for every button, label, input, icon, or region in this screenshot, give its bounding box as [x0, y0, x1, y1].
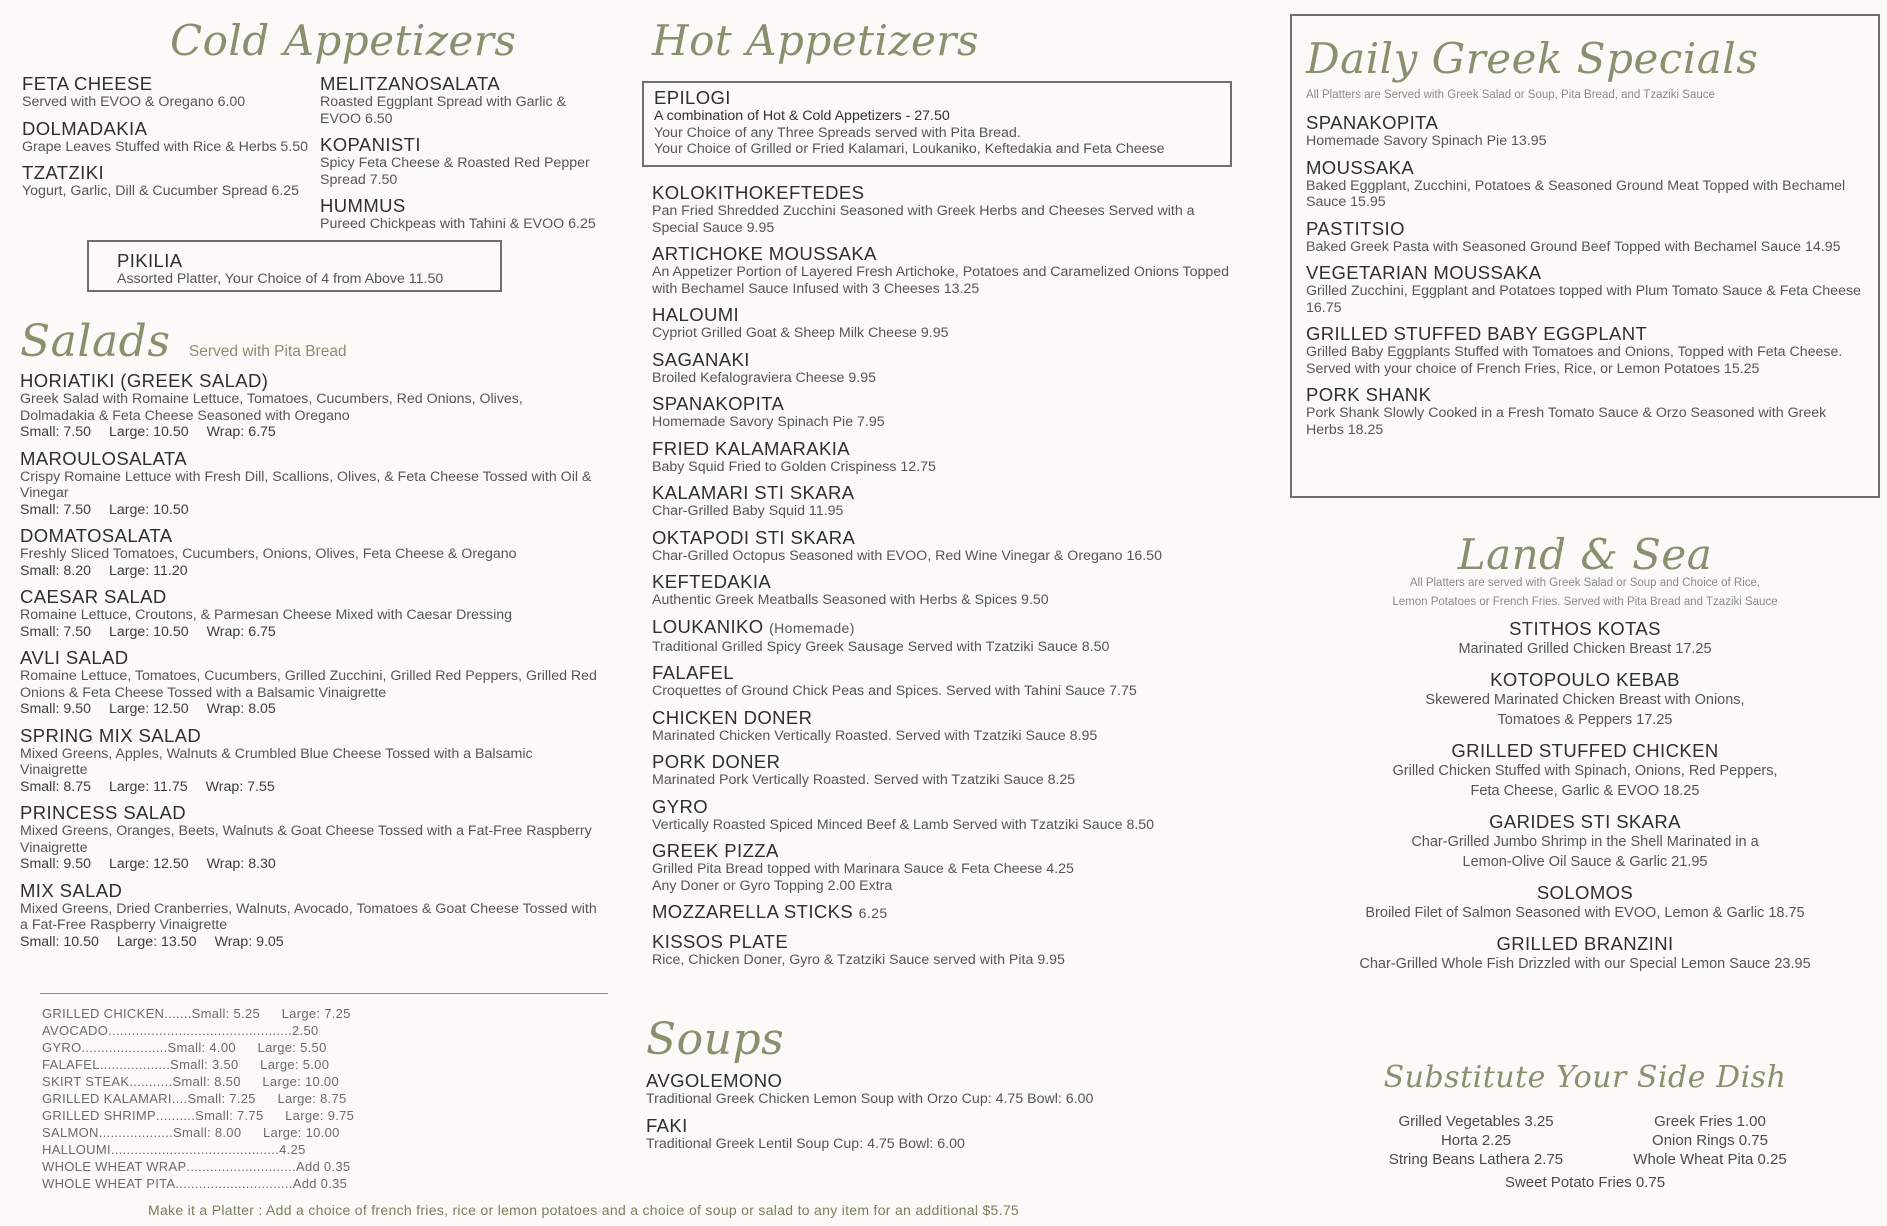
item-name: PORK DONER — [652, 751, 781, 772]
soups-title: Soups — [646, 1014, 785, 1065]
item-name: TZATZIKI — [22, 162, 104, 183]
extra-dots: ........... — [129, 1074, 173, 1089]
item-sizes: Small: 9.50 Large: 12.50 Wrap: 8.05 — [20, 701, 276, 717]
menu-item — [646, 1115, 1236, 1153]
item-desc: Traditional Grilled Spicy Greek Sausage Served with Tzatziki Sauce 8.50 — [652, 638, 1110, 655]
land-sea-note-1: All Platters are served with Greek Salad or Soup and Choice of Rice, — [1409, 577, 1761, 589]
item-desc: Broiled Filet of Salmon Seasoned with EVOO, Lemon & Garlic 18.75 — [1365, 905, 1805, 921]
item-name: MOUSSAKA — [1306, 156, 1415, 178]
pikilia-desc: Assorted Platter, Your Choice of 4 from Above 11.50 — [117, 271, 444, 287]
menu-item — [652, 438, 1242, 476]
item-desc: Traditional Greek Chicken Lemon Soup with Orzo Cup: 4.75 Bowl: 6.00 — [646, 1091, 1094, 1107]
extra-small: Small: 8.00 — [173, 1125, 242, 1140]
item-name: SAGANAKI — [652, 348, 750, 370]
item-desc: Grilled Baby Eggplants Stuffed with Tomatoes and Onions, Topped with Feta Cheese. Served with your choice of French Fries, Rice, or Lemon Potatoes 15.25 — [1306, 344, 1843, 377]
item-desc: Greek Salad with Romaine Lettuce, Tomatoes, Cucumbers, Red Onions, Olives, Dolmadakia & Feta Cheese Seasoned with Oregano — [20, 391, 523, 424]
sides-left — [1376, 1112, 1576, 1169]
item-desc: Romaine Lettuce, Croutons, & Parmesan Cheese Mixed with Caesar Dressing — [20, 607, 513, 623]
extra-dots: ............................................... — [108, 1023, 293, 1038]
item-name: HALOUMI — [652, 304, 740, 325]
item-desc: Yogurt, Garlic, Dill & Cucumber Spread 6.25 — [22, 183, 300, 199]
item-name: MAROULOSALATA — [20, 447, 187, 469]
menu-item — [20, 880, 600, 951]
item-name: KALAMARI STI SKARA — [652, 482, 855, 503]
item-desc: Traditional Greek Lentil Soup Cup: 4.75 Bowl: 6.00 — [646, 1135, 965, 1152]
extra-dots: .......... — [156, 1108, 196, 1123]
menu-item — [22, 73, 312, 111]
item-desc: Baby Squid Fried to Golden Crispiness 12.75 — [652, 458, 936, 475]
epilogi-name: EPILOGI — [654, 87, 731, 108]
extra-row — [42, 1022, 362, 1039]
menu-item — [652, 931, 1242, 969]
item-sizes: Small: 7.50 Large: 10.50 Wrap: 6.75 — [20, 424, 276, 440]
extra-label: GYRO — [42, 1040, 82, 1055]
specials-title: Daily Greek Specials — [1306, 34, 1759, 83]
menu-item — [20, 525, 600, 579]
item-sizes: Small: 7.50 Large: 10.50 Wrap: 6.75 — [20, 623, 276, 640]
menu-item — [20, 647, 600, 718]
menu-item — [1306, 323, 1866, 377]
pikilia-name: PIKILIA — [117, 250, 183, 271]
item-desc: Char-Grilled Whole Fish Drizzled with our Special Lemon Sauce 23.95 — [1359, 956, 1811, 972]
item-desc: Pan Fried Shredded Zucchini Seasoned with Greek Herbs and Cheeses Served with a Special Sauce 9.95 — [652, 203, 1195, 236]
menu-item — [1306, 262, 1866, 316]
extra-label: SKIRT STEAK — [42, 1074, 130, 1089]
item-name: DOMATOSALATA — [20, 525, 173, 546]
item-name: PRINCESS SALAD — [20, 802, 186, 823]
item-name: GRILLED STUFFED CHICKEN — [1451, 740, 1719, 761]
item-desc: Pork Shank Slowly Cooked in a Fresh Tomato Sauce & Orzo Seasoned with Greek Herbs 18.25 — [1306, 405, 1827, 438]
item-extra: (Homemade) — [769, 619, 855, 636]
extra-label: GRILLED SHRIMP — [42, 1108, 157, 1123]
item-desc: Char-Grilled Baby Squid 11.95 — [652, 503, 844, 519]
item-desc: Marinated Grilled Chicken Breast 17.25 — [1458, 641, 1712, 657]
cold-appetizers-right — [320, 73, 610, 240]
menu-item — [652, 243, 1242, 297]
item-name: GRILLED STUFFED BABY EGGPLANT — [1306, 323, 1648, 344]
item-desc: Mixed Greens, Oranges, Beets, Walnuts & Goat Cheese Tossed with a Fat-Free Raspberry Vinaigrette — [20, 823, 592, 856]
extra-large: Large: 7.25 — [281, 1006, 351, 1021]
item-desc: Rice, Chicken Doner, Gyro & Tzatziki Sauce served with Pita 9.95 — [652, 952, 1065, 968]
menu-item — [20, 370, 600, 441]
extra-small: Small: 3.50 — [170, 1057, 239, 1072]
item-desc: Mixed Greens, Dried Cranberries, Walnuts, Avocado, Tomatoes & Goat Cheese Tossed with a Fat-Free Raspberry Vinaigrette — [20, 900, 597, 933]
menu-item — [652, 840, 1242, 894]
menu-item — [20, 802, 600, 873]
item-name: HUMMUS — [320, 195, 406, 216]
extra-dots: .............................. — [175, 1176, 293, 1191]
item-name: KOLOKITHOKEFTEDES — [652, 182, 865, 203]
menu-item — [20, 586, 600, 640]
item-name: GRILLED BRANZINI — [1496, 933, 1674, 954]
item-sizes: Small: 8.20 Large: 11.20 — [20, 562, 188, 579]
menu-item — [652, 616, 1242, 656]
hot-appetizer-list — [652, 182, 1242, 976]
cold-appetizers-left — [22, 73, 312, 207]
item-name: CAESAR SALAD — [20, 586, 167, 607]
item-name: KISSOS PLATE — [652, 931, 789, 952]
extra-large: Large: 10.00 — [262, 1074, 339, 1089]
extra-large: Large: 5.00 — [260, 1057, 330, 1072]
menu-item — [1306, 112, 1866, 150]
item-desc: Romaine Lettuce, Tomatoes, Cucumbers, Grilled Zucchini, Grilled Red Peppers, Grilled Red Onions & Feta Cheese Tossed with a Balsamic Vinaigrette — [20, 668, 597, 701]
item-desc: Served with EVOO & Oregano 6.00 — [22, 94, 246, 110]
extra-row — [42, 1090, 362, 1107]
item-name: SPANAKOPITA — [1306, 112, 1439, 133]
extra-dots: ............................ — [186, 1159, 296, 1174]
item-desc: Crispy Romaine Lettuce with Fresh Dill, Scallions, Olives, & Feta Cheese Tossed with Oil & Vinegar — [20, 468, 592, 501]
item-name: LOUKANIKO (Homemade) — [652, 615, 855, 637]
menu-item — [646, 1070, 1236, 1108]
extra-large: Large: 5.50 — [257, 1040, 327, 1055]
item-desc: Marinated Chicken Vertically Roasted. Served with Tzatziki Sauce 8.95 — [652, 727, 1098, 744]
specials-note: All Platters are Served with Greek Salad or Soup, Pita Bread, and Tzaziki Sauce — [1306, 89, 1715, 101]
item-name: FETA CHEESE — [22, 73, 153, 94]
extra-dots: .... — [171, 1091, 188, 1106]
menu-item — [652, 482, 1242, 520]
menu-item — [320, 195, 610, 233]
specials-list — [1306, 112, 1866, 445]
extra-small: Small: 5.25 — [191, 1006, 260, 1021]
extra-label: HALLOUMI — [42, 1142, 111, 1157]
item-name: FALAFEL — [652, 662, 734, 683]
item-name: SPRING MIX SALAD — [20, 724, 202, 746]
item-desc: Homemade Savory Spinach Pie 13.95 — [1306, 133, 1547, 149]
side-dish: Onion Rings 0.75 — [1652, 1132, 1768, 1149]
extra-row — [42, 1039, 362, 1056]
item-name: HORIATIKI (GREEK SALAD) — [20, 370, 269, 391]
epilogi-box — [642, 81, 1232, 167]
extra-label: SALMON — [42, 1125, 99, 1140]
item-desc: Marinated Pork Vertically Roasted. Served with Tzatziki Sauce 8.25 — [652, 772, 1076, 788]
land-sea-item — [1290, 740, 1880, 801]
item-extra: 6.25 — [858, 905, 888, 921]
item-sizes: Small: 7.50 Large: 10.50 — [20, 501, 189, 518]
item-desc: An Appetizer Portion of Layered Fresh Artichoke, Potatoes and Caramelized Onions Topped with Bechamel Sauce Infused with 3 Cheeses 13.25 — [652, 264, 1230, 297]
extra-large: Large: 8.75 — [277, 1091, 347, 1106]
salads-subtitle: Served with Pita Bread — [188, 343, 347, 360]
menu-item — [20, 725, 600, 796]
menu-item — [652, 393, 1242, 431]
item-name: ARTICHOKE MOUSSAKA — [652, 243, 877, 264]
menu-item — [652, 349, 1242, 387]
item-name: GYRO — [652, 795, 709, 817]
extra-large: Add 0.35 — [295, 1159, 351, 1174]
item-sizes: Small: 10.50 Large: 13.50 Wrap: 9.05 — [20, 933, 284, 950]
item-desc: Roasted Eggplant Spread with Garlic & EVOO 6.50 — [320, 94, 567, 127]
side-dish: String Beans Lathera 2.75 — [1388, 1151, 1564, 1168]
extra-row — [42, 1073, 362, 1090]
item-name: SOLOMOS — [1536, 882, 1634, 903]
menu-item — [652, 751, 1242, 789]
menu-item — [320, 134, 610, 188]
land-sea-item — [1290, 618, 1880, 659]
extra-large: Large: 9.75 — [285, 1108, 355, 1123]
side-dish: Grilled Vegetables 3.25 — [1398, 1113, 1554, 1130]
epilogi-line3: Your Choice of Grilled or Fried Kalamari, Loukaniko, Keftedakia and Feta Cheese — [654, 141, 1165, 157]
side-dish: Greek Fries 1.00 — [1654, 1113, 1766, 1130]
menu-item — [652, 182, 1242, 236]
item-name: CHICKEN DONER — [652, 706, 813, 728]
item-name: SPANAKOPITA — [652, 393, 785, 414]
sides-bottom: Sweet Potato Fries 0.75 — [1504, 1174, 1666, 1191]
extra-row — [42, 1175, 362, 1192]
menu-item — [652, 527, 1242, 565]
salads-title: Salads — [20, 316, 171, 367]
menu-item — [20, 448, 600, 519]
land-sea-note-2: Lemon Potatoes or French Fries. Served with Pita Bread and Tzaziki Sauce — [1392, 596, 1778, 608]
item-desc: Baked Greek Pasta with Seasoned Ground Beef Topped with Bechamel Sauce 14.95 — [1306, 238, 1841, 255]
menu-item — [652, 901, 1242, 924]
side-dish: Whole Wheat Pita 0.25 — [1633, 1151, 1787, 1168]
land-sea-list — [1290, 618, 1880, 984]
item-desc: Homemade Savory Spinach Pie 7.95 — [652, 414, 885, 430]
item-desc: Grilled Pita Bread topped with Marinara Sauce & Feta Cheese 4.25 Any Doner or Gyro Topping 2.00 Extra — [652, 861, 1074, 894]
epilogi-line2: Your Choice of any Three Spreads served with Pita Bread. — [654, 124, 1021, 141]
menu-item — [22, 162, 312, 200]
cold-appetizers-title: Cold Appetizers — [170, 16, 517, 65]
extra-large: Large: 10.00 — [263, 1125, 340, 1140]
menu-item — [652, 796, 1242, 834]
extra-row — [42, 1056, 362, 1073]
menu-item — [320, 73, 610, 127]
sides-right — [1600, 1112, 1820, 1169]
menu-item — [1306, 157, 1866, 211]
item-name: FAKI — [646, 1114, 688, 1136]
item-name: MELITZANOSALATA — [320, 73, 501, 94]
item-desc: Char-Grilled Octopus Seasoned with EVOO, Red Wine Vinegar & Oregano 16.50 — [652, 547, 1162, 564]
soup-list — [646, 1070, 1236, 1159]
extra-dots: ................... — [98, 1125, 174, 1140]
extras-list — [42, 1005, 362, 1192]
extra-dots: ....... — [164, 1006, 192, 1021]
extra-dots: ...................... — [81, 1040, 168, 1055]
extra-small: Small: 7.75 — [195, 1108, 264, 1123]
item-name: FRIED KALAMARAKIA — [652, 437, 851, 459]
item-desc: Croquettes of Ground Chick Peas and Spices. Served with Tahini Sauce 7.75 — [652, 683, 1137, 699]
land-sea-title: Land & Sea — [1457, 530, 1713, 579]
extra-small: Small: 8.50 — [172, 1074, 241, 1089]
menu-item — [22, 118, 312, 156]
extra-large: 4.25 — [279, 1142, 306, 1157]
menu-item — [1306, 384, 1866, 438]
item-desc: Authentic Greek Meatballs Seasoned with Herbs & Spices 9.50 — [652, 592, 1049, 608]
extra-row — [42, 1158, 362, 1175]
extra-large: 2.50 — [292, 1023, 319, 1038]
item-name: STITHOS KOTAS — [1509, 618, 1661, 639]
item-sizes: Small: 9.50 Large: 12.50 Wrap: 8.30 — [20, 856, 276, 872]
side-dish: Horta 2.25 — [1440, 1132, 1512, 1149]
item-name: PORK SHANK — [1306, 384, 1432, 405]
item-name: DOLMADAKIA — [22, 117, 148, 139]
extra-label: GRILLED CHICKEN — [42, 1006, 165, 1021]
menu-item — [652, 571, 1242, 609]
land-sea-item — [1290, 811, 1880, 872]
item-desc: Grilled Zucchini, Eggplant and Potatoes topped with Plum Tomato Sauce & Feta Cheese 16.75 — [1306, 283, 1861, 316]
extra-label: AVOCADO — [42, 1023, 109, 1038]
extra-dots: ........................................... — [110, 1142, 280, 1157]
extra-row — [42, 1005, 362, 1022]
extra-large: Add 0.35 — [292, 1176, 348, 1191]
item-name: VEGETARIAN MOUSSAKA — [1306, 262, 1542, 283]
item-desc: Pureed Chickpeas with Tahini & EVOO 6.25 — [320, 216, 596, 232]
salads-header — [20, 316, 347, 367]
land-sea-item — [1290, 669, 1880, 730]
salad-list — [20, 370, 600, 957]
item-sizes: Small: 8.75 Large: 11.75 Wrap: 7.55 — [20, 778, 275, 795]
item-desc: Grape Leaves Stuffed with Rice & Herbs 5.50 — [22, 138, 309, 155]
extra-row — [42, 1107, 362, 1124]
menu-item — [1306, 218, 1866, 256]
extra-row — [42, 1141, 362, 1158]
extra-label: WHOLE WHEAT WRAP — [42, 1159, 187, 1174]
epilogi-line1: A combination of Hot & Cold Appetizers - 27.50 — [654, 108, 950, 124]
land-sea-item — [1290, 882, 1880, 923]
item-desc: Baked Eggplant, Zucchini, Potatoes & Seasoned Ground Meat Topped with Bechamel Sauce 15.95 — [1306, 177, 1846, 210]
extra-dots: .................. — [99, 1057, 171, 1072]
extra-row — [42, 1124, 362, 1141]
item-name: OKTAPODI STI SKARA — [652, 526, 856, 548]
extra-small: Small: 4.00 — [167, 1040, 236, 1055]
menu-item — [652, 304, 1242, 342]
item-name: PASTITSIO — [1306, 217, 1405, 239]
item-name: AVLI SALAD — [20, 647, 129, 668]
extra-small: Small: 7.25 — [187, 1091, 256, 1106]
extra-label: WHOLE WHEAT PITA — [42, 1176, 176, 1191]
menu-item — [652, 662, 1242, 700]
item-name: MOZZARELLA STICKS 6.25 — [652, 901, 888, 922]
pikilia-box — [87, 240, 502, 292]
item-desc: Char-Grilled Jumbo Shrimp in the Shell Marinated in a Lemon-Olive Oil Sauce & Garlic 21.95 — [1411, 834, 1759, 870]
item-name: GREEK PIZZA — [652, 840, 779, 861]
item-desc: Vertically Roasted Spiced Minced Beef & Lamb Served with Tzatziki Sauce 8.50 — [652, 816, 1155, 833]
item-name: KEFTEDAKIA — [652, 571, 772, 592]
sides-title: Substitute Your Side Dish — [1383, 1060, 1787, 1095]
extra-label: FALAFEL — [42, 1057, 100, 1072]
divider — [40, 993, 608, 994]
land-sea-item — [1290, 933, 1880, 974]
item-name: MIX SALAD — [20, 879, 123, 901]
extra-label: GRILLED KALAMARI — [42, 1091, 172, 1106]
item-name: KOTOPOULO KEBAB — [1490, 669, 1680, 690]
hot-appetizers-title: Hot Appetizers — [652, 16, 980, 65]
item-desc: Freshly Sliced Tomatoes, Cucumbers, Onions, Olives, Feta Cheese & Oregano — [20, 546, 517, 562]
item-desc: Skewered Marinated Chicken Breast with Onions, Tomatoes & Peppers 17.25 — [1425, 692, 1745, 728]
item-name: AVGOLEMONO — [646, 1070, 783, 1091]
item-name: KOPANISTI — [320, 134, 421, 155]
item-desc: Spicy Feta Cheese & Roasted Red Pepper Spread 7.50 — [320, 155, 590, 188]
item-desc: Grilled Chicken Stuffed with Spinach, Onions, Red Peppers, Feta Cheese, Garlic & EVOO 18.25 — [1392, 763, 1778, 799]
item-desc: Cypriot Grilled Goat & Sheep Milk Cheese 9.95 — [652, 325, 949, 341]
item-name: GARIDES STI SKARA — [1489, 811, 1681, 832]
menu-item — [652, 707, 1242, 745]
item-desc: Broiled Kefalograviera Cheese 9.95 — [652, 369, 876, 386]
item-desc: Mixed Greens, Apples, Walnuts & Crumbled Blue Cheese Tossed with a Balsamic Vinaigrette — [20, 745, 533, 778]
platter-note: Make it a Platter : Add a choice of french fries, rice or lemon potatoes and a choice of soup or salad to any item for an additional $5.75 — [148, 1202, 1019, 1218]
